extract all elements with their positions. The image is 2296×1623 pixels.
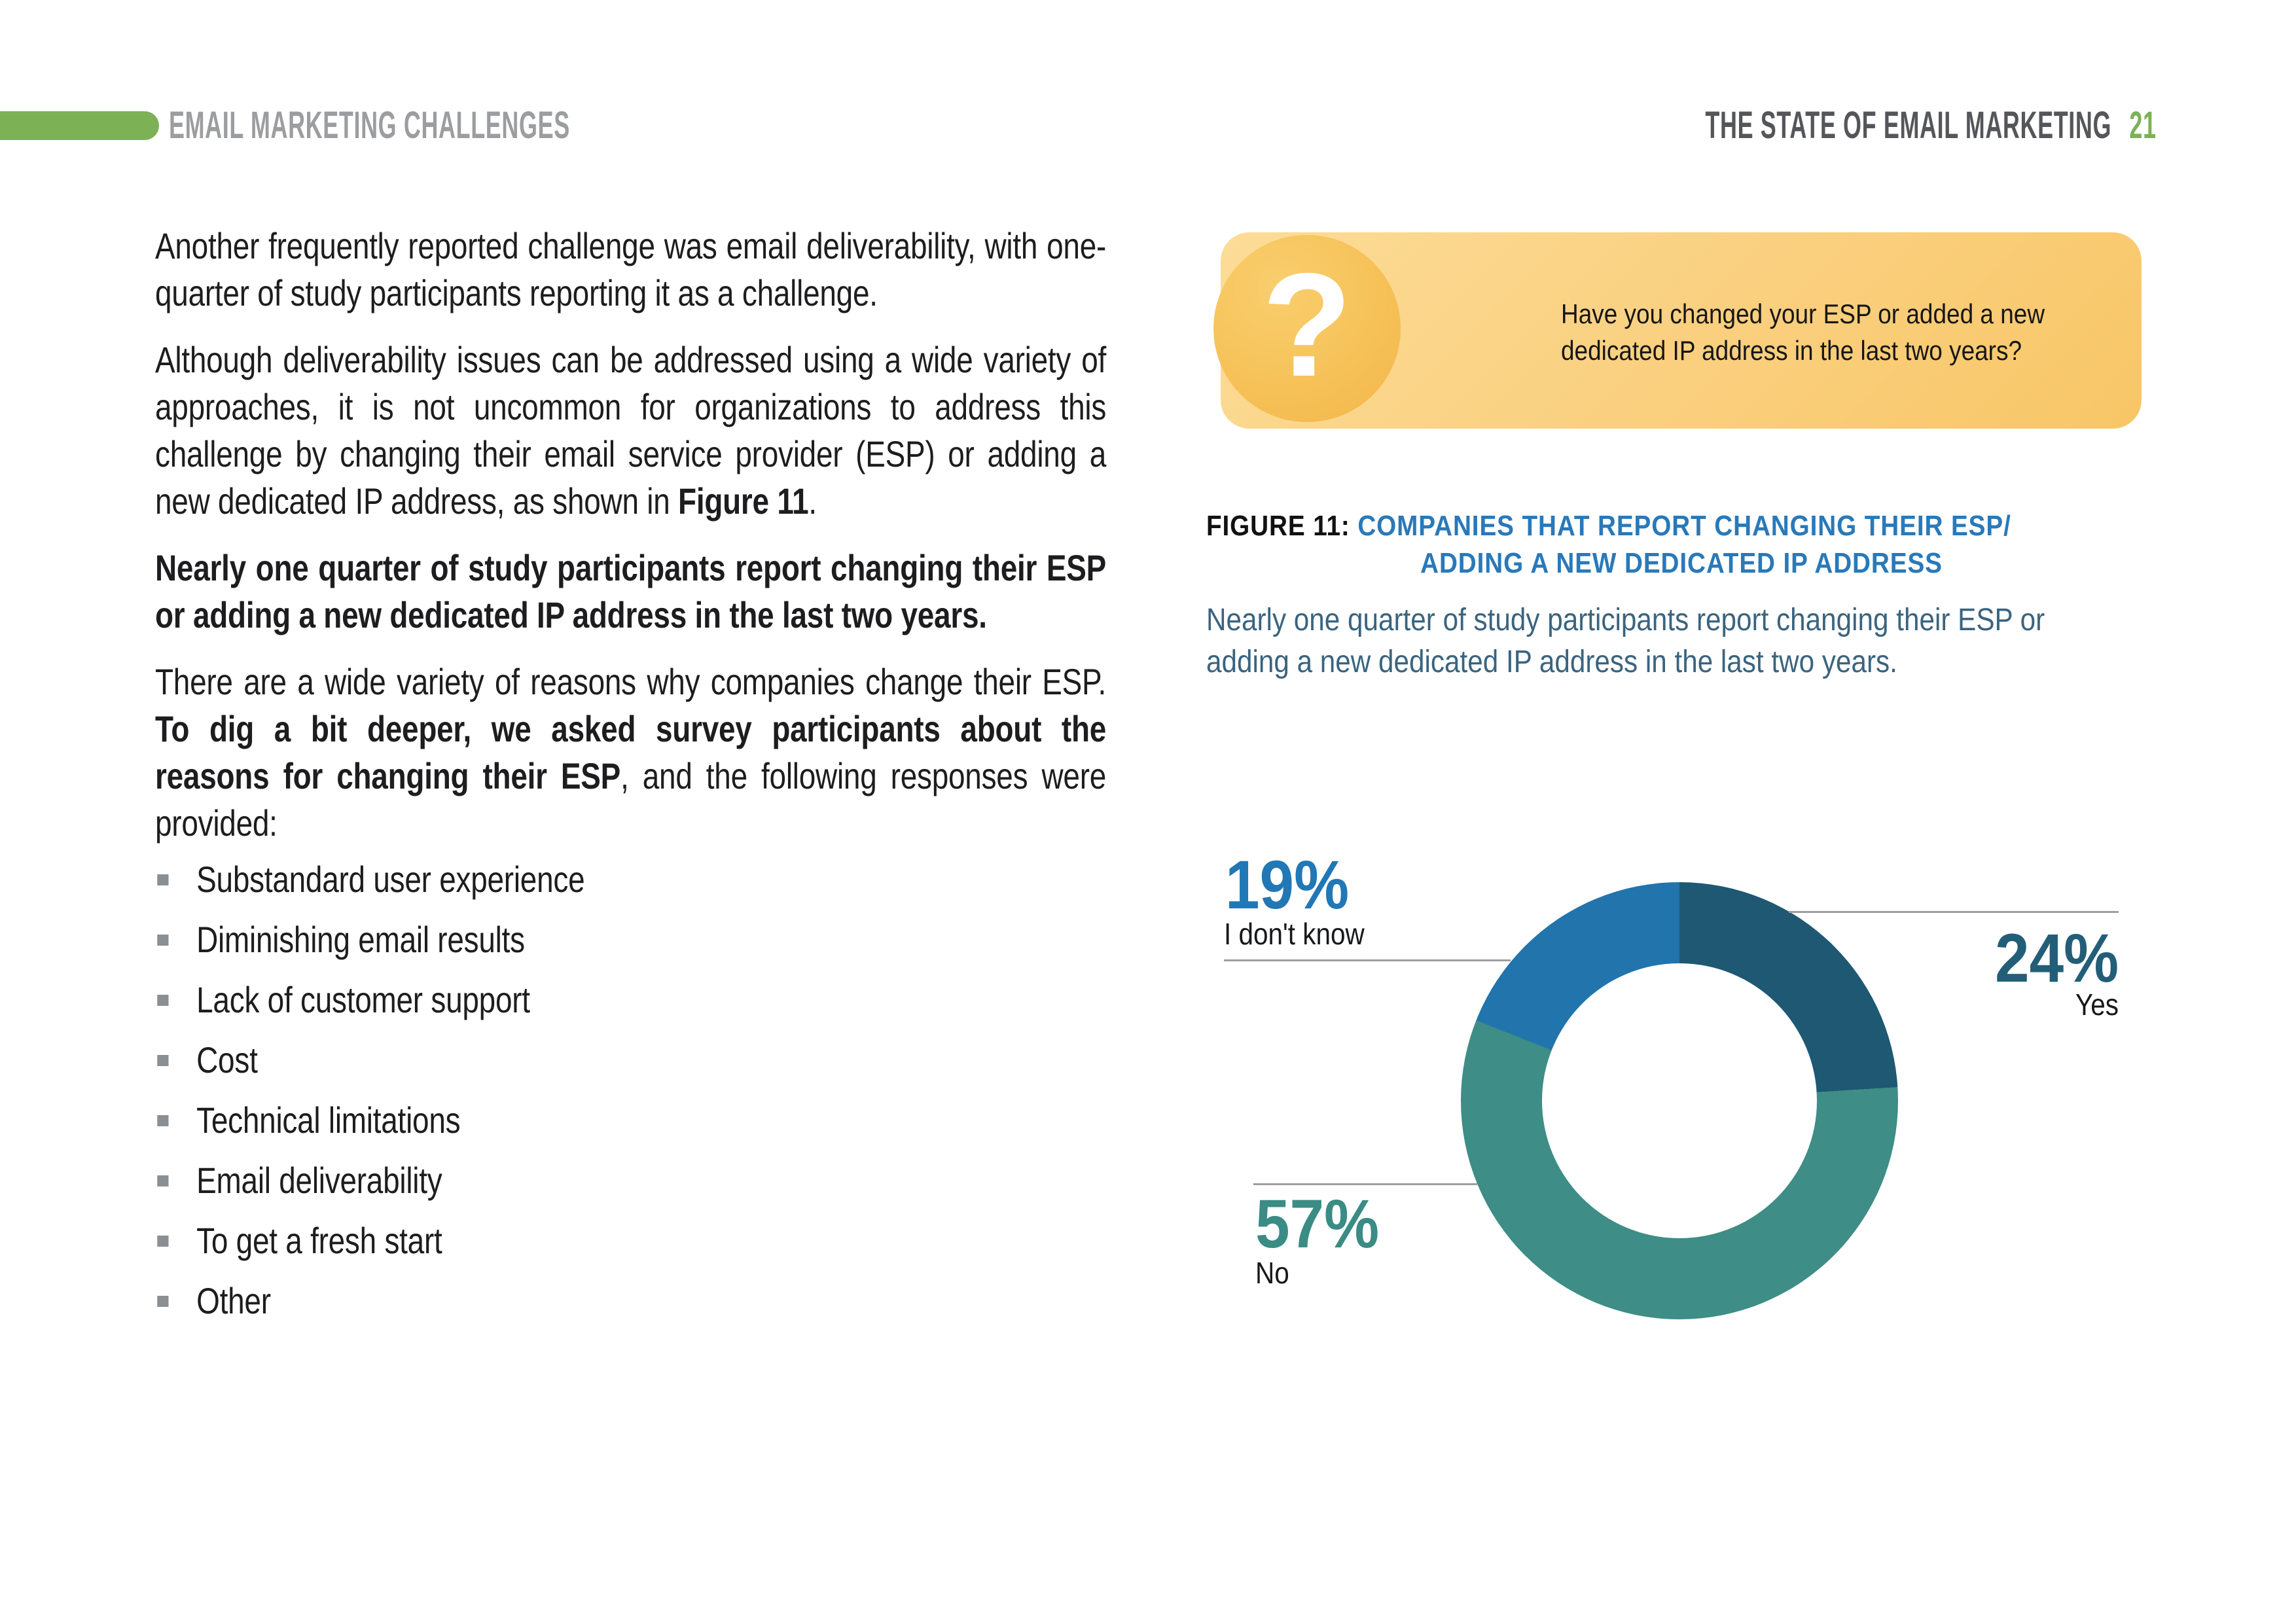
chart-value-yes: 24% xyxy=(1994,920,2119,997)
reasons-list xyxy=(155,856,1106,1325)
paragraph-text: , and the following responses were provided: xyxy=(155,755,1107,844)
donut-chart xyxy=(1461,882,1898,1319)
bullet-square-icon xyxy=(157,1296,168,1307)
bullet-square-icon xyxy=(157,1055,168,1066)
figure-title-line1 xyxy=(1206,507,2157,544)
report-title: THE STATE OF EMAIL MARKETING xyxy=(1705,103,2112,147)
paragraph-text-bold: To dig a bit deeper, we asked survey participants about the reasons for changing their ESP xyxy=(155,708,1107,796)
list-item-label: Substandard user experience xyxy=(196,859,585,900)
paragraph-text: Nearly one quarter of study participants report changing their ESP or adding a new dedicated IP address in the last two years. xyxy=(155,547,1107,635)
list-item-label: Lack of customer support xyxy=(196,979,530,1020)
figure-reference: Figure 11 xyxy=(678,480,809,522)
survey-question-text: Have you changed your ESP or added a new dedicated IP address in the last two years? xyxy=(1561,298,2045,366)
list-item xyxy=(155,976,1106,1024)
bullet-square-icon xyxy=(157,995,168,1006)
figure-subtitle: Nearly one quarter of study participants report changing their ESP or adding a new dedicated IP address in the last two years. xyxy=(1206,603,2045,679)
list-item-label: Other xyxy=(196,1280,271,1321)
list-item xyxy=(155,1157,1106,1204)
section-accent-bar xyxy=(0,111,159,140)
chart-value-no: 57% xyxy=(1255,1186,1380,1262)
bullet-square-icon xyxy=(157,935,168,946)
list-item xyxy=(155,916,1106,963)
list-item xyxy=(155,856,1106,903)
leader-line-no xyxy=(1253,1183,1477,1185)
section-label: EMAIL MARKETING CHALLENGES xyxy=(169,103,570,147)
body-copy xyxy=(155,223,1106,1325)
list-item xyxy=(155,1277,1106,1325)
report-header xyxy=(1705,103,2157,147)
chart-label-no: No xyxy=(1255,1256,1289,1290)
paragraph-emphasis xyxy=(155,544,1106,639)
list-item-label: To get a fresh start xyxy=(196,1220,442,1261)
bullet-square-icon xyxy=(157,1175,168,1186)
question-mark-icon: ? xyxy=(1262,241,1352,407)
figure-title xyxy=(1206,507,2157,582)
bullet-square-icon xyxy=(157,1236,168,1247)
chart-value-idk: 19% xyxy=(1225,847,1350,923)
list-item-label: Cost xyxy=(196,1039,258,1080)
figure-label: FIGURE 11: xyxy=(1206,510,1350,542)
paragraph-text: . xyxy=(808,480,817,522)
figure-title-text: COMPANIES THAT REPORT CHANGING THEIR ESP/ xyxy=(1357,510,2011,542)
paragraph xyxy=(155,658,1106,847)
leader-line-yes xyxy=(1789,911,2119,913)
paragraph-text: Although deliverability issues can be addressed using a wide variety of approaches, it is not uncommon for organizations to address this challenge by changing their email service provider (ESP) or adding a new dedicated IP address, as shown in xyxy=(155,339,1107,522)
chart-label-yes: Yes xyxy=(2075,988,2119,1022)
list-item xyxy=(155,1097,1106,1144)
list-item-label: Technical limitations xyxy=(196,1099,461,1141)
donut-hole xyxy=(1542,963,1817,1238)
chart-label-idk: I don't know xyxy=(1224,917,1365,951)
question-mark-badge xyxy=(1213,235,1401,422)
list-item-label: Email deliverability xyxy=(196,1160,442,1201)
page-number: 21 xyxy=(2129,103,2157,147)
list-item-label: Diminishing email results xyxy=(196,919,525,960)
paragraph-text: There are a wide variety of reasons why companies change their ESP. xyxy=(155,661,1107,702)
leader-line-idk xyxy=(1224,959,1511,961)
figure-title-line2: ADDING A NEW DEDICATED IP ADDRESS xyxy=(1420,547,1943,579)
list-item xyxy=(155,1037,1106,1084)
bullet-square-icon xyxy=(157,1115,168,1126)
paragraph xyxy=(155,336,1106,525)
bullet-square-icon xyxy=(157,874,168,885)
paragraph: Another frequently reported challenge was email deliverability, with one-quarter of study participants reporting it as a challenge. xyxy=(155,225,1107,313)
list-item xyxy=(155,1217,1106,1264)
